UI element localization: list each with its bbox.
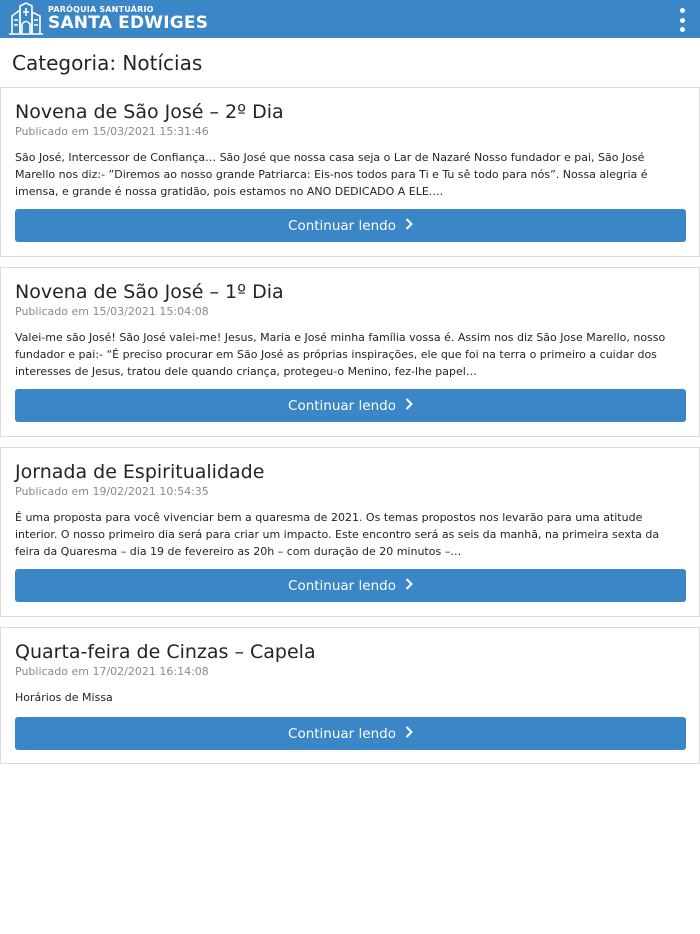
post-date: Publicado em 17/02/2021 16:14:08: [15, 665, 209, 678]
post-date: Publicado em 15/03/2021 15:04:08: [15, 305, 209, 318]
chevron-right-icon: [405, 726, 413, 742]
post-title[interactable]: Quarta-feira de Cinzas – Capela: [15, 641, 316, 663]
menu-dot: [680, 27, 685, 32]
menu-dot: [680, 18, 685, 23]
post-title[interactable]: Novena de São José – 2º Dia: [15, 101, 284, 123]
continue-reading-button[interactable]: [15, 717, 686, 750]
church-icon: [8, 2, 44, 36]
chevron-right-icon: [405, 578, 413, 594]
post-excerpt: Horários de Missa: [15, 691, 113, 704]
chevron-right-icon: [405, 218, 413, 234]
post-excerpt: São José, Intercessor de Confiança… São José que nossa casa seja o Lar de Nazaré Nosso fundador e pai, São José Marello nos diz:- ”Diremos ao nosso grande Patriarca: Eis-nos todos para Ti e Tu sê todo para nós”. Nossa alegria é imensa, e grande é nossa gratidão, pois estamos no ANO DEDICADO A ELE.…: [15, 151, 648, 198]
continue-reading-button[interactable]: [15, 389, 686, 422]
app-header: [0, 0, 700, 38]
button-label: Continuar lendo: [288, 397, 396, 414]
continue-reading-button[interactable]: [15, 569, 686, 602]
continue-reading-button[interactable]: [15, 209, 686, 242]
menu-dot: [680, 8, 685, 13]
post-title[interactable]: Jornada de Espiritualidade: [15, 461, 265, 483]
logo-title: SANTA EDWIGES: [48, 13, 209, 33]
post-title[interactable]: Novena de São José – 1º Dia: [15, 281, 284, 303]
more-vertical-icon[interactable]: [676, 8, 688, 32]
page-title: Categoria: Notícias: [12, 51, 203, 75]
button-label: Continuar lendo: [288, 217, 396, 234]
post-card: [0, 447, 700, 617]
post-card: [0, 627, 700, 764]
logo-subtitle: PARÓQUIA SANTUÁRIO: [48, 5, 154, 14]
button-label: Continuar lendo: [288, 725, 396, 742]
post-date: Publicado em 15/03/2021 15:31:46: [15, 125, 209, 138]
parish-logo[interactable]: [8, 0, 208, 38]
chevron-right-icon: [405, 398, 413, 414]
post-excerpt: É uma proposta para você vivenciar bem a quaresma de 2021. Os temas propostos nos levarão para uma atitude interior. O nosso primeiro dia será para criar um impacto. Este encontro será as seis da manhã, na primeira sexta da feira da Quaresma – dia 19 de fevereiro as 20h – com duração de 20 minutos –…: [15, 511, 660, 558]
post-excerpt: Valei-me são José! São José valei-me! Jesus, Maria e José minha família vossa é. Assim nos diz São Jose Marello, nosso fundador e pai:- “É preciso procurar em São José as próprias inspirações, ele que foi na terra o primeiro a cuidar dos interesses de Jesus, tratou dele quando criança, protegeu-o Menino, fez-lhe papel…: [15, 331, 666, 378]
post-card: [0, 267, 700, 437]
post-card: [0, 87, 700, 257]
post-date: Publicado em 19/02/2021 10:54:35: [15, 485, 209, 498]
button-label: Continuar lendo: [288, 577, 396, 594]
